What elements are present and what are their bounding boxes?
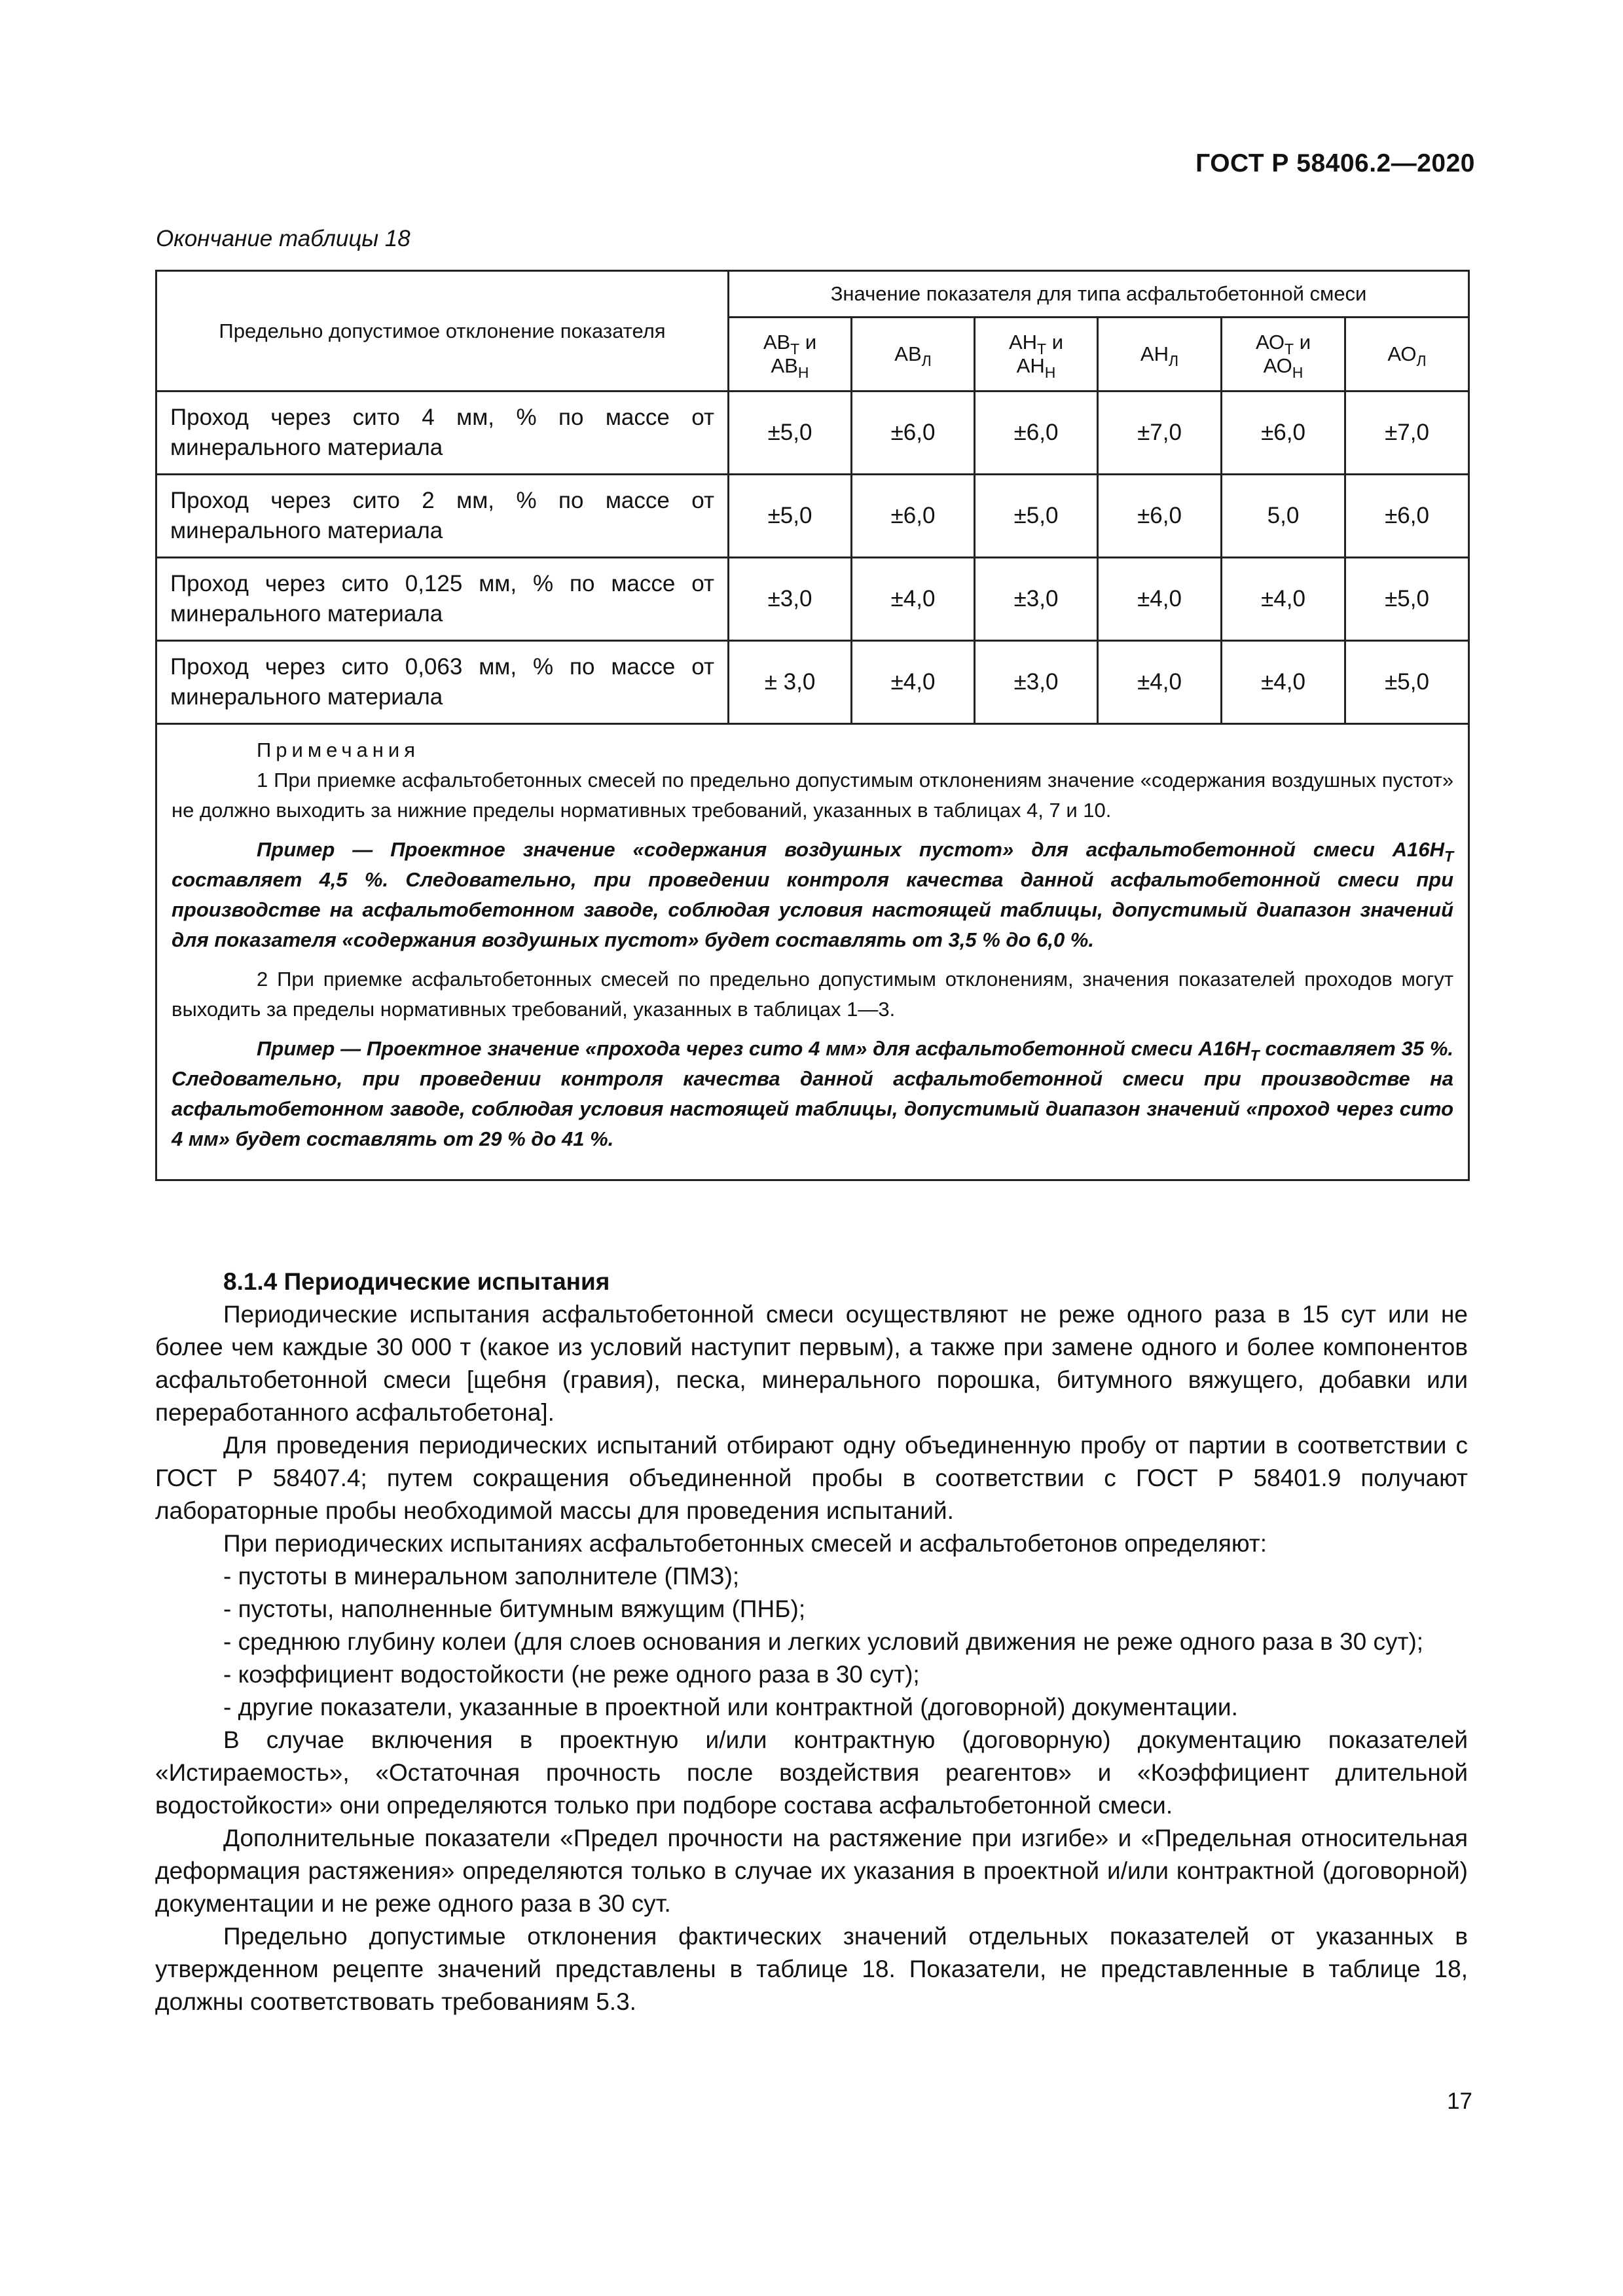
table-cell: ±4,0	[852, 558, 975, 641]
list-item: - другие показатели, указанные в проектной или контрактной (договорной) документации.	[223, 1694, 1238, 1721]
paragraph-6: Предельно допустимые отклонения фактических значений отдельных показателей от указанных в утвержденном рецепте значений представлены в таблице 18. Показатели, не представленные в таблице 18, должны соответствовать требованиям 5.3.	[155, 1923, 1468, 2015]
table-cell: ±6,0	[852, 392, 975, 475]
row-label: Проход через сито 2 мм, % по массе от минерального материала	[156, 475, 729, 558]
table-body	[156, 392, 1469, 724]
table-cell: ±4,0	[1222, 558, 1345, 641]
table-cell: ±4,0	[1098, 641, 1222, 724]
table-row	[156, 475, 1469, 558]
table-cell: ±4,0	[1222, 641, 1345, 724]
table-cell: ±5,0	[1345, 641, 1469, 724]
row-label: Проход через сито 0,063 мм, % по массе от минерального материала	[156, 641, 729, 724]
example-2: Пример — Проектное значение «прохода через сито 4 мм» для асфальтобетонной смеси $А16Н_Т$ составляет 35 %. Следовательно, при проведении контроля качества данной асфальтобетонной смеси при производстве на асфальтобетонном заводе, соблюдая условия настоящей таблицы, допустимый диапазон значений «проход через сито 4 мм» будет составлять от 29 % до 41 %.	[172, 1037, 1454, 1150]
mixture-type-header: $АН_Л$	[1098, 318, 1222, 392]
table-cell: ±6,0	[1345, 475, 1469, 558]
mixture-type-header: $АН_Т$ и $АН_Н$	[975, 318, 1098, 392]
table-cell: ±3,0	[975, 558, 1098, 641]
table-cell: ±7,0	[1345, 392, 1469, 475]
paragraph-2: Для проведения периодических испытаний отбирают одну объединенную пробу от партии в соответствии с ГОСТ Р 58407.4; путем сокращения объединенной пробы в соответствии с ГОСТ Р 58401.9 получают лабораторные пробы необходимой массы для проведения испытаний.	[155, 1432, 1468, 1524]
standard-code: ГОСТ Р 58406.2—2020	[1195, 149, 1475, 177]
paragraph-4: В случае включения в проектную и/или контрактную (договорную) документацию показателей «Истираемость», «Остаточная прочность после воздействия реагентов» и «Коэффициент длительной водостойкости» они определяются только при подборе состава асфальтобетонной смеси.	[155, 1726, 1468, 1819]
row-label: Проход через сито 4 мм, % по массе от минерального материала	[156, 392, 729, 475]
row-label: Проход через сито 0,125 мм, % по массе от минерального материала	[156, 558, 729, 641]
table-cell: ±6,0	[852, 475, 975, 558]
note-2: 2 При приемке асфальтобетонных смесей по предельно допустимым отклонениям, значения показателей проходов могут выходить за пределы нормативных требований, указанных в таблицах 1—3.	[172, 968, 1454, 1021]
table-cell: ± 3,0	[729, 641, 852, 724]
column-header-indicator: Предельно допустимое отклонение показателя	[156, 271, 729, 392]
table-row	[156, 558, 1469, 641]
table-cell: ±5,0	[1345, 558, 1469, 641]
column-group-header: Значение показателя для типа асфальтобетонной смеси	[729, 271, 1469, 318]
table-cell: ±3,0	[729, 558, 852, 641]
table-caption: Окончание таблицы 18	[156, 226, 410, 251]
paragraph-3: При периодических испытаниях асфальтобетонных смесей и асфальтобетонов определяют:	[223, 1530, 1267, 1557]
list-item: - среднюю глубину колеи (для слоев основания и легких условий движения не реже одного раза в 30 сут);	[223, 1628, 1424, 1655]
mixture-type-header: $АО_Л$	[1345, 318, 1469, 392]
table-cell: ±6,0	[1098, 475, 1222, 558]
table-cell: ±5,0	[729, 475, 852, 558]
list-item: - пустоты в минеральном заполнителе (ПМЗ);	[223, 1563, 740, 1590]
notes-cell	[156, 724, 1469, 1180]
notes-heading: Примечания	[257, 738, 420, 761]
section-title: 8.1.4 Периодические испытания	[223, 1268, 610, 1295]
table-row	[156, 641, 1469, 724]
table-cell: ±6,0	[975, 392, 1098, 475]
page-number: 17	[1447, 2088, 1472, 2114]
table-cell: ±4,0	[852, 641, 975, 724]
table-cell: ±5,0	[729, 392, 852, 475]
paragraph-5: Дополнительные показатели «Предел прочности на растяжение при изгибе» и «Предельная относительная деформация растяжения» определяются только в случае их указания в проектной и/или контрактной (договорной) документации и не реже одного раза в 30 сут.	[155, 1825, 1468, 1917]
section-body	[155, 1266, 1468, 2018]
mixture-type-header: $АВ_Л$	[852, 318, 975, 392]
table-cell: ±4,0	[1098, 558, 1222, 641]
note-1: 1 При приемке асфальтобетонных смесей по предельно допустимым отклонениям значение «содержания воздушных пустот» не должно выходить за нижние пределы нормативных требований, указанных в таблицах 4, 7 и 10.	[172, 769, 1454, 822]
list-item: - пустоты, наполненные битумным вяжущим (ПНБ);	[223, 1595, 806, 1622]
table-cell: 5,0	[1222, 475, 1345, 558]
table-cell: ±3,0	[975, 641, 1098, 724]
example-1: Пример — Проектное значение «содержания воздушных пустот» для асфальтобетонной смеси $А16Н_Т$ составляет 4,5 %. Следовательно, при проведении контроля качества данной асфальтобетонной смеси при производстве на асфальтобетонном заводе, соблюдая условия настоящей таблицы, допустимый диапазон значений для показателя «содержания воздушных пустот» будет составлять от 3,5 % до 6,0 %.	[172, 838, 1454, 951]
table-row	[156, 392, 1469, 475]
mixture-type-header: $АВ_Т$ и $АВ_Н$	[729, 318, 852, 392]
table-cell: ±6,0	[1222, 392, 1345, 475]
table-cell: ±7,0	[1098, 392, 1222, 475]
list-item: - коэффициент водостойкости (не реже одного раза в 30 сут);	[223, 1661, 920, 1688]
paragraph-1: Периодические испытания асфальтобетонной смеси осуществляют не реже одного раза в 15 сут или не более чем каждые 30 000 т (какое из условий наступит первым), а также при замене одного и более компонентов асфальтобетонной смеси [щебня (гравия), песка, минерального порошка, битумного вяжущего, добавки или переработанного асфальтобетона].	[155, 1301, 1468, 1426]
mixture-type-header: $АО_Т$ и $АО_Н$	[1222, 318, 1345, 392]
deviation-table	[155, 270, 1470, 1181]
table-cell: ±5,0	[975, 475, 1098, 558]
